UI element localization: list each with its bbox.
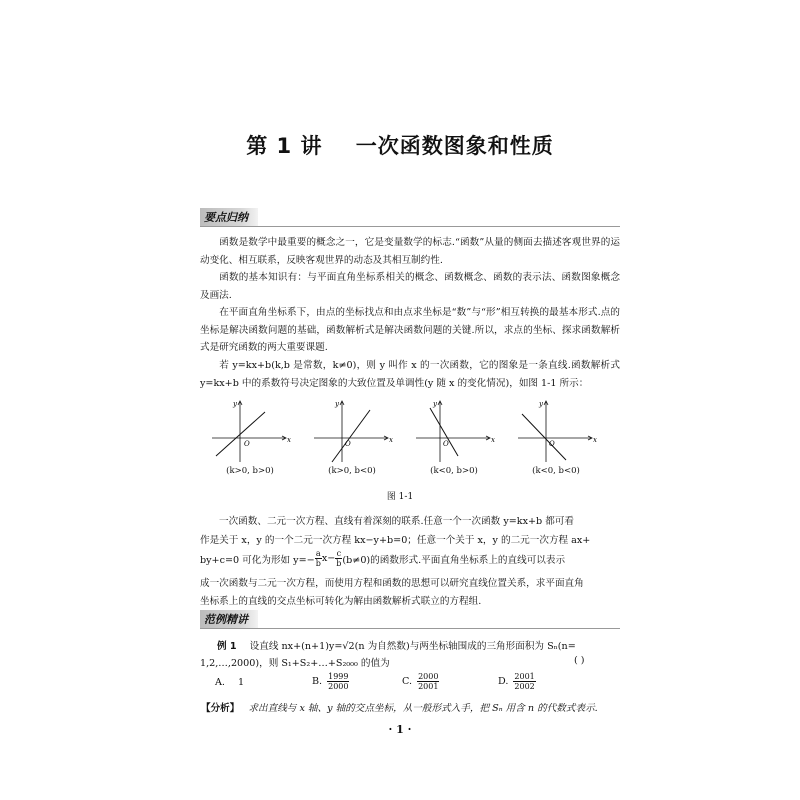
origin-label: O [443,440,449,448]
fraction-denominator: b [315,559,321,568]
fraction-c-over-b [335,549,342,568]
graph-k-neg-b-pos [414,398,494,480]
fraction-numerator: 2001 [514,672,535,681]
y-axis-label: y [433,400,437,408]
option-d [498,672,536,691]
graph-caption: (k<0, b<0) [532,466,580,476]
x-axis-label: x [593,436,597,444]
answer-bracket: ( ) [574,655,585,666]
graph-svg [414,398,494,464]
paragraph-5-line-1: 一次函数、二元一次方程、直线有着深刻的联系.任意一个一次函数 y=kx+b 都可看 [219,516,575,527]
option-letter: A. [215,677,225,688]
option-fraction [417,672,439,691]
y-axis-label: y [335,400,339,408]
fraction-denominator: 2001 [418,682,439,691]
example-1-line-2: 1,2,…,2000)，则 S₁+S₂+…+S₂₀₀₀ 的值为 [200,658,390,669]
section-label: 要点归纳 [200,208,258,226]
paragraph-5-line-4: 成一次函数与二元一次方程，而使用方程和函数的思想可以研究直线位置关系，求平面直角 [200,578,584,589]
graph-svg [210,398,290,464]
paragraph-5-line-5: 坐标系上的直线的交点坐标可转化为解由函数解析式联立的方程组. [200,596,482,607]
option-value: 1 [237,677,245,688]
graph-svg [516,398,596,464]
option-letter: B. [312,676,323,687]
graph-svg [312,398,392,464]
option-letter: C. [402,676,413,687]
paragraph-3: 在平面直角坐标系下，由点的坐标找点和由点求坐标是“数”与“形”相互转换的最基本形式.点的坐标是解决函数问题的基础，函数解析式是解决函数问题的关键.所以，求点的坐标、探求函数解析式是研究函数的两大重要课题. [200,307,620,353]
option-fraction [513,672,535,691]
origin-label: O [244,440,250,448]
graph-caption: (k>0, b<0) [328,466,376,476]
section-label: 范例精讲 [200,610,258,628]
text-segment: (b≠0)的函数形式.平面直角坐标系上的直线可以表示 [342,554,566,566]
text-segment: by+c=0 可化为形如 y=− [200,554,315,566]
graph-k-pos-b-pos [210,398,290,480]
page-number: · 1 · [388,723,412,736]
y-axis-label: y [539,400,543,408]
option-b [312,672,349,691]
fraction-numerator: 2000 [418,672,439,681]
x-axis-label: x [491,436,495,444]
fraction-denominator: 2000 [328,682,349,691]
y-axis-label: y [233,400,237,408]
x-axis-label: x [389,436,393,444]
text-segment: x− [321,553,336,564]
option-c [402,672,439,691]
origin-label: O [345,440,351,448]
x-axis-label: x [287,436,291,444]
graph-k-pos-b-neg [312,398,392,480]
paragraph-5-line-2: 作是关于 x，y 的一个二元一次方程 kx−y+b=0；任意一个关于 x，y 的二元一次方程 ax+ [200,535,591,546]
example-label: 例 1 [217,641,237,652]
fraction-denominator: b [336,559,342,568]
paragraph-4: 若 y=kx+b(k,b 是常数，k≠0)，则 y 叫作 x 的一次函数，它的图象是一条直线.函数解析式 y=kx+b 中的系数符号决定图象的大致位置及单调性(y 随 x 的变化情况)，如图 1-1 所示： [200,360,620,389]
option-a [215,677,244,688]
analysis-text: 求出直线与 x 轴、y 轴的交点坐标，从一般形式入手，把 Sₙ 用含 n 的代数式表示. [248,703,598,714]
paragraph-1: 函数是数学中最重要的概念之一，它是变量数学的标志.“函数”从量的侧面去描述客观世界的运动变化、相互联系，反映客观世界的动态及其相互制约性. [200,237,620,266]
example-text: 设直线 nx+(n+1)y=√2(n 为自然数)与两坐标轴围成的三角形面积为 Sₙ(n= [249,641,576,652]
graph-caption: (k<0, b>0) [430,466,478,476]
option-letter: D. [498,676,509,687]
paragraph-5-line-3 [200,549,565,568]
option-fraction [327,672,349,691]
fraction-numerator: c [336,549,342,558]
figure-caption: 图 1-1 [386,492,414,502]
fraction-numerator: a [315,549,321,558]
origin-label: O [549,440,555,448]
fraction-numerator: 1999 [328,672,349,681]
paragraph-2: 函数的基本知识有：与平面直角坐标系相关的概念、函数概念、函数的表示法、函数图象概念及画法. [200,272,620,301]
example-1-line-1 [217,638,576,652]
graph-k-neg-b-neg [516,398,596,480]
analysis-line [201,700,598,714]
fraction-denominator: 2002 [514,682,535,691]
section-header-examples [200,612,620,629]
page-title: 第 1 讲 一次函数图象和性质 [246,134,554,158]
fraction-a-over-b [315,549,322,568]
section-header-key-points [200,210,620,227]
analysis-label: 【分析】 [201,703,240,714]
graph-caption: (k>0, b>0) [226,466,274,476]
